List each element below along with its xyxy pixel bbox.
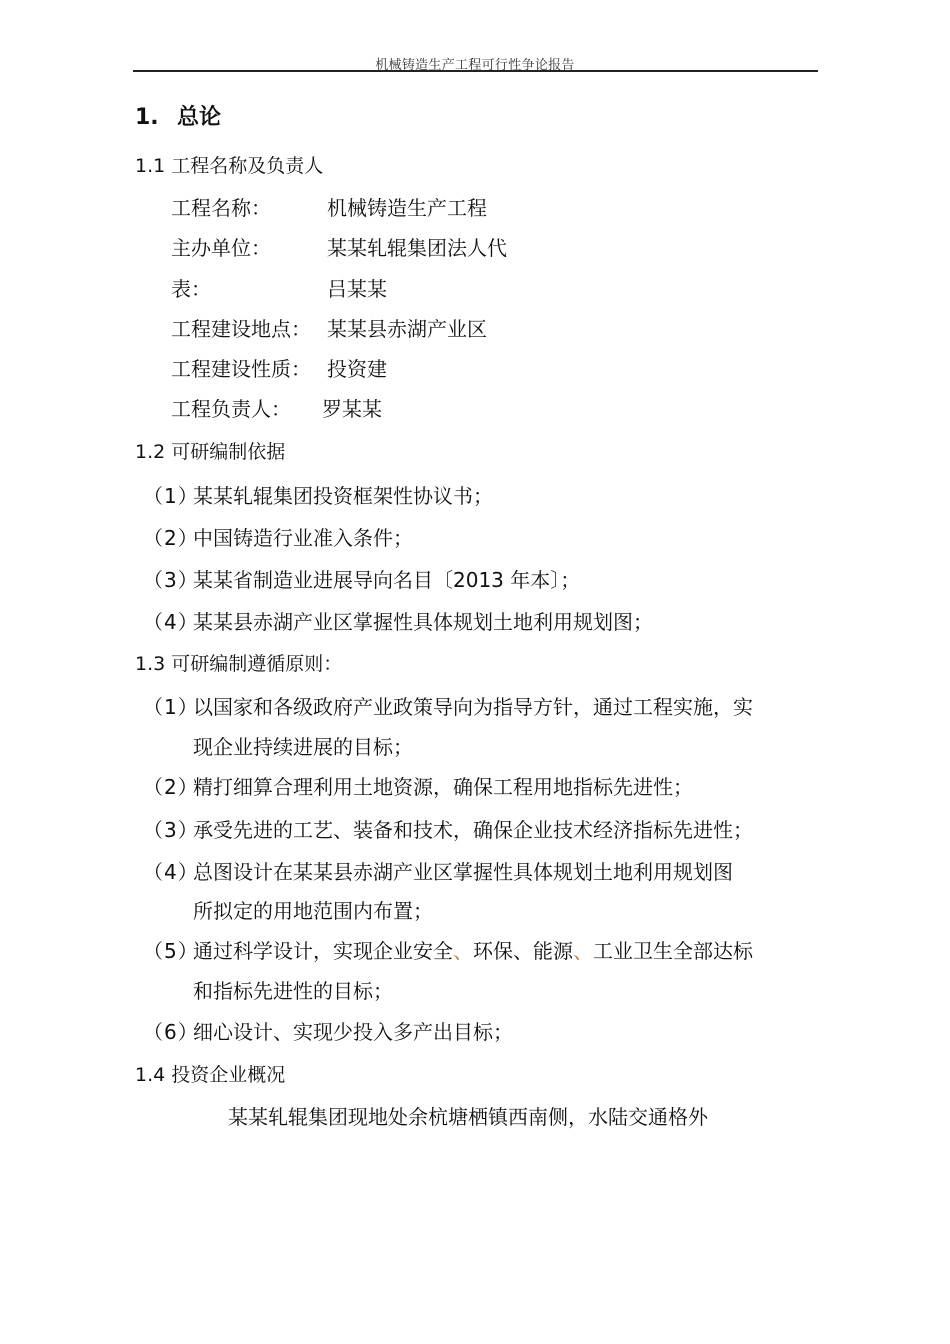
list-item (143, 1016, 513, 1045)
list-item-text (193, 935, 753, 964)
info-value: 吕某某 (327, 277, 387, 301)
info-label: 工程建设地点： (171, 317, 311, 341)
info-label: 工程负责人： (171, 397, 291, 421)
list-item-text: 精打细算合理利用土地资源，确保工程用地指标先进性； (193, 775, 693, 799)
list-item-text: 某某县赤湖产业区掌握性具体规划土地利用规划图； (193, 610, 653, 634)
info-row-nature (171, 353, 387, 382)
list-item-number: （2） (143, 775, 199, 799)
list-item-continuation: 和指标先进性的目标； (193, 979, 393, 1003)
list-item-number: （4） (143, 860, 199, 884)
list-item-number: （6） (143, 1020, 199, 1044)
page-header-title: 机械铸造生产工程可行性争论报告 (375, 58, 575, 73)
list-item-text-part: 环保、能源 (473, 939, 573, 963)
list-item-text: 以国家和各级政府产业政策导向为指导方针，通过工程实施，实 (193, 695, 753, 719)
list-item-number: （4） (143, 610, 199, 634)
info-value: 机械铸造生产工程 (327, 196, 487, 220)
section-heading-1-3: 1.3 可研编制遵循原则： (135, 653, 343, 675)
info-label: 工程名称： (171, 196, 271, 220)
list-item (143, 606, 653, 635)
list-item-number: （1） (143, 484, 199, 508)
list-item-number: （2） (143, 526, 199, 550)
info-value: 罗某某 (322, 397, 382, 421)
list-item-text: 总图设计在某某县赤湖产业区掌握性具体规划土地利用规划图 (193, 860, 733, 884)
header-rule (133, 70, 818, 72)
list-item-text: 细心设计、实现少投入多产出目标； (193, 1020, 513, 1044)
list-item (143, 522, 413, 551)
list-item-continuation: 所拟定的用地范围内布置； (193, 899, 433, 923)
list-item-continuation: 现企业持续进展的目标； (193, 735, 413, 759)
info-label: 表： (171, 277, 211, 301)
info-value: 投资建 (327, 357, 387, 381)
list-item-text-part: 通过科学设计，实现企业安全 (193, 939, 453, 963)
info-value: 某某轧辊集团法人代 (327, 236, 507, 260)
info-label: 工程建设性质： (171, 357, 311, 381)
list-item-text: 承受先进的工艺、装备和技术，确保企业技术经济指标先进性； (193, 818, 753, 842)
list-item-text-part: 工业卫生全部达标 (593, 939, 753, 963)
list-item (143, 935, 753, 964)
list-item-text: 某某轧辊集团投资框架性协议书； (193, 484, 493, 508)
section-heading-1-4: 1.4 投资企业概况 (135, 1064, 286, 1086)
list-item (143, 856, 733, 885)
list-item (143, 814, 753, 843)
list-item (143, 564, 580, 593)
list-item-number: （3） (143, 568, 199, 592)
info-row-project-name (171, 192, 487, 221)
list-item-number: （5） (143, 939, 199, 963)
info-row-representative (171, 273, 387, 302)
info-value: 某某县赤湖产业区 (327, 317, 487, 341)
chapter-title: 总论 (177, 105, 222, 130)
list-item-text: 中国铸造行业准入条件； (193, 526, 413, 550)
list-item (143, 691, 753, 720)
list-item (143, 480, 493, 509)
section-heading-1-1: 1.1 工程名称及负责人 (135, 155, 324, 177)
info-row-location (171, 313, 487, 342)
list-item-number: （1） (143, 695, 199, 719)
section-heading-1-2: 1.2 可研编制依据 (135, 441, 286, 463)
chapter-number: 1. (135, 105, 159, 130)
orange-separator: 、 (573, 939, 593, 963)
info-label: 主办单位： (171, 236, 271, 260)
orange-separator: 、 (453, 939, 473, 963)
chapter-heading (135, 100, 221, 131)
info-row-leader (171, 393, 382, 422)
list-item (143, 771, 693, 800)
list-item-text: 某某省制造业进展导向名目〔2013 年本〕； (193, 568, 581, 592)
list-item-number: （3） (143, 818, 199, 842)
body-paragraph: 某某轧辊集团现地处余杭塘栖镇西南侧，水陆交通格外 (228, 1105, 708, 1129)
info-row-sponsor (171, 232, 507, 261)
